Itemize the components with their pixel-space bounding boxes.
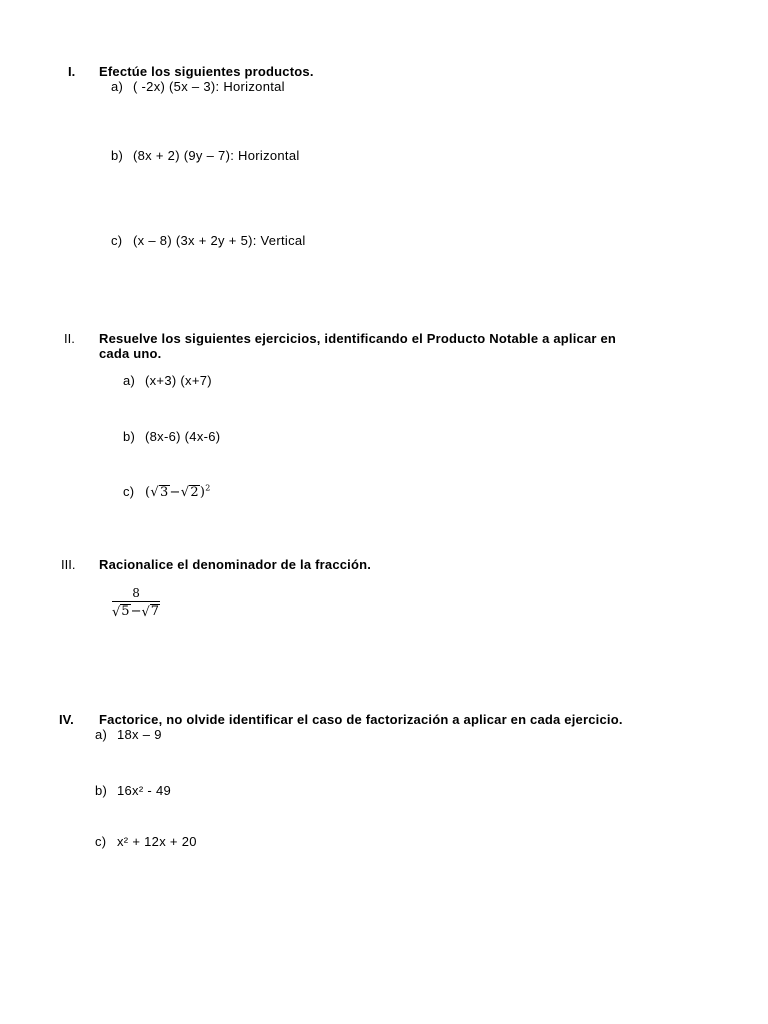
- item-text: (8x + 2) (9y – 7): Horizontal: [133, 148, 300, 163]
- radical-icon: √: [112, 605, 121, 620]
- sqrt-3: [150, 485, 169, 500]
- section-1-title: Efectúe los siguientes productos.: [99, 64, 314, 79]
- section-1-item-a: [111, 79, 285, 94]
- item-label: c): [123, 484, 135, 500]
- section-1-numeral: I.: [68, 64, 76, 79]
- section-2-item-b: [123, 429, 220, 444]
- item-label: c): [95, 834, 107, 849]
- radicand: 3: [159, 484, 169, 500]
- sqrt-2: [181, 485, 200, 500]
- section-4-title: Factorice, no olvide identificar el caso de factorización a aplicar en cada ejercicio.: [99, 712, 623, 727]
- section-2-item-a: [123, 373, 212, 388]
- sqrt-5: [112, 604, 131, 619]
- section-1-item-c: [111, 233, 306, 248]
- exponent: 2: [205, 484, 211, 493]
- item-text: (x – 8) (3x + 2y + 5): Vertical: [133, 233, 306, 248]
- section-2-title-line2: cada uno.: [99, 346, 162, 361]
- item-label: a): [123, 373, 136, 388]
- item-label: b): [123, 429, 136, 444]
- item-label: a): [111, 79, 124, 94]
- minus-sign: −: [130, 604, 142, 619]
- section-3-numeral: III.: [61, 557, 76, 572]
- item-text: 16x² - 49: [117, 783, 172, 798]
- section-4-item-c: [95, 834, 197, 849]
- item-label: c): [111, 233, 123, 248]
- item-text: (8x-6) (4x-6): [145, 429, 221, 444]
- section-4-item-b: [95, 783, 171, 798]
- item-label: b): [111, 148, 124, 163]
- section-4-item-a: [95, 727, 162, 742]
- item-text: (x+3) (x+7): [145, 373, 212, 388]
- section-3-title: Racionalice el denominador de la fracción.: [99, 557, 372, 572]
- item-text: 18x – 9: [117, 727, 162, 742]
- item-label: b): [95, 783, 108, 798]
- item-text: x² + 12x + 20: [117, 834, 197, 849]
- fraction-denominator: [112, 601, 160, 619]
- section-4-numeral: IV.: [59, 712, 74, 727]
- radicand: 5: [121, 604, 130, 620]
- section-2-item-c: [123, 484, 211, 500]
- section-1-item-b: [111, 148, 300, 163]
- section-2-numeral: II.: [64, 331, 75, 346]
- radical-icon: √: [180, 485, 190, 501]
- radical-icon: √: [150, 485, 159, 501]
- radicand: 7: [150, 604, 160, 620]
- sqrt-7: [141, 604, 160, 619]
- close-paren: ): [199, 485, 206, 501]
- fraction: [112, 584, 160, 619]
- minus-sign: −: [169, 485, 181, 501]
- item-label: a): [95, 727, 108, 742]
- radical-icon: √: [141, 605, 150, 620]
- radicand: 2: [190, 484, 199, 500]
- section-2-title-line1: Resuelve los siguientes ejercicios, identificando el Producto Notable a aplicar en: [99, 331, 617, 346]
- open-paren: (: [145, 485, 151, 501]
- fraction-numerator: 8: [132, 586, 140, 600]
- math-expression: [145, 485, 211, 500]
- item-text: ( -2x) (5x – 3): Horizontal: [133, 79, 285, 94]
